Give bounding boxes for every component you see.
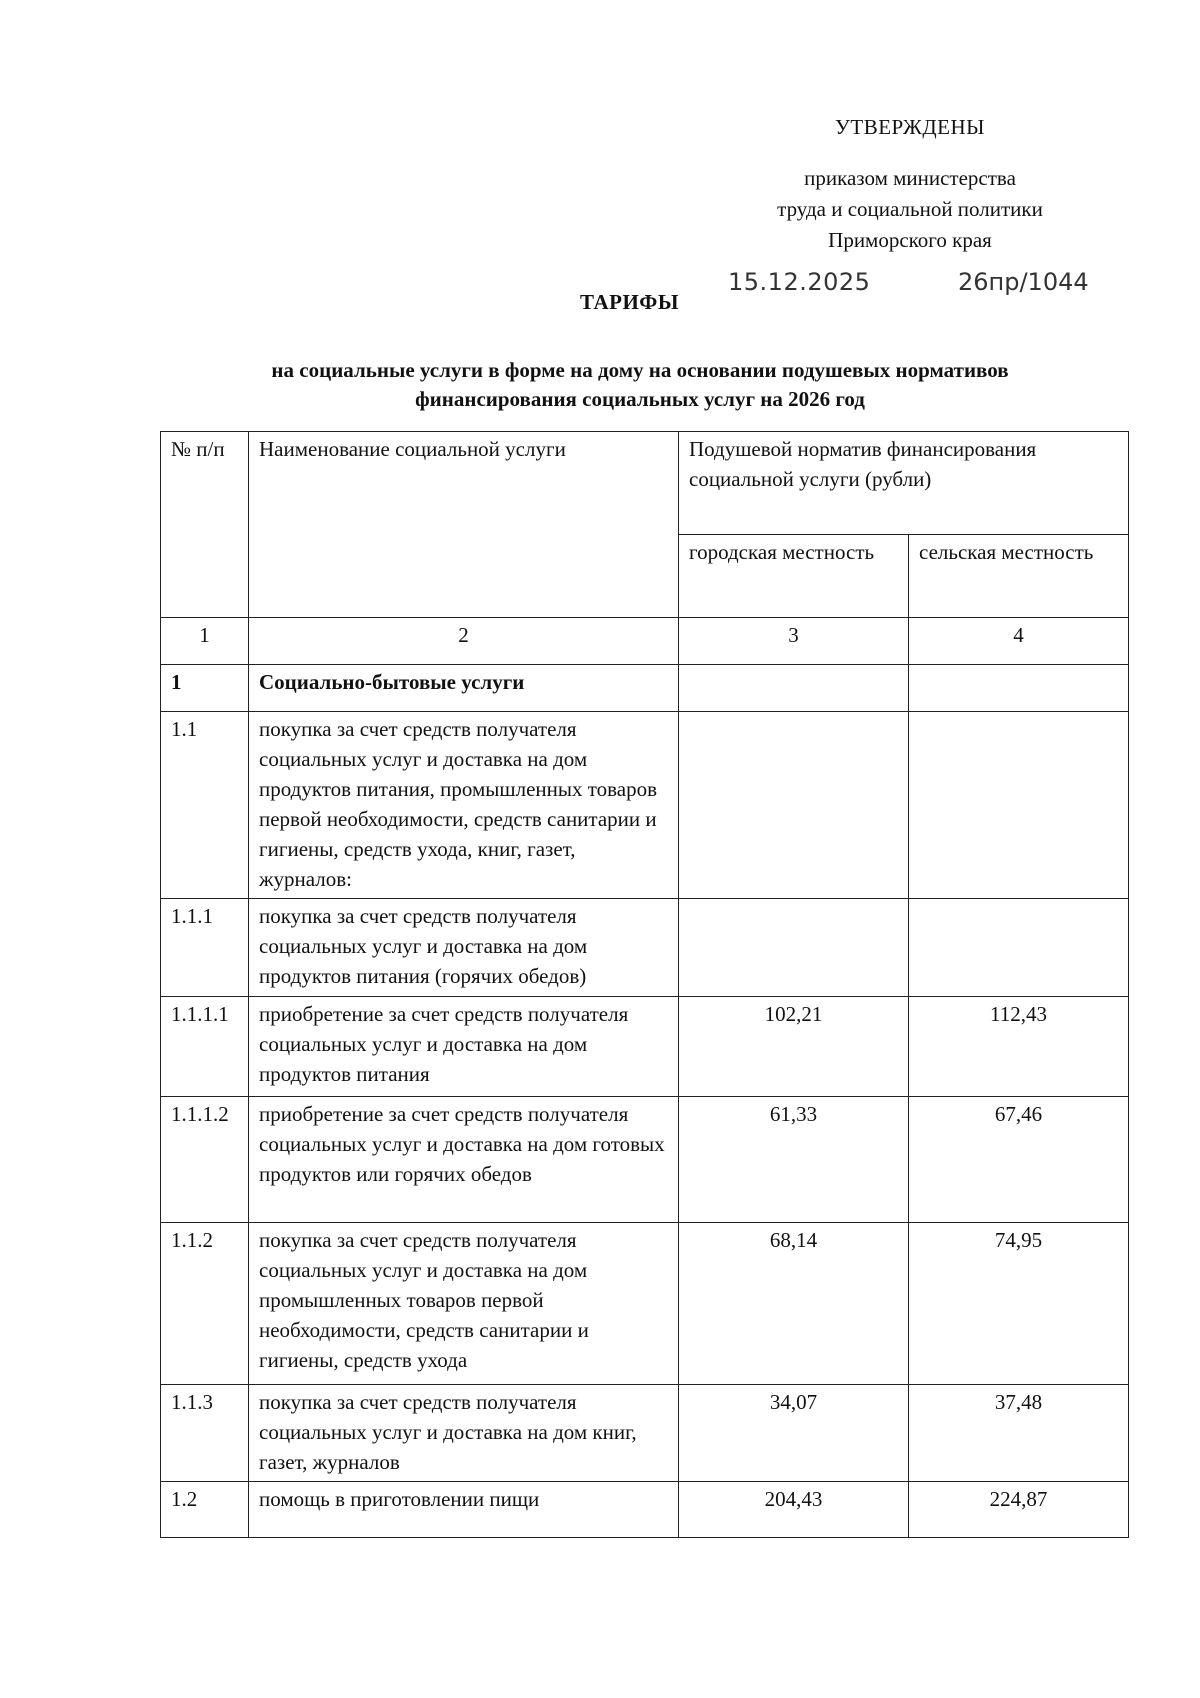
row-rural-value: 67,46 [909, 1097, 1129, 1223]
row-rural-value [909, 712, 1129, 899]
row-number: 1.1.1 [161, 899, 249, 997]
header-urban: городская местность [679, 535, 909, 618]
row-service-name: покупка за счет средств получателя социальных услуг и доставка на дом продуктов питания, промышленных товаров первой необходимости, средств санитарии и гигиены, средств ухода, книг, газет, журналов: [249, 712, 679, 899]
table-row [161, 712, 1129, 899]
row-urban-value: 61,33 [679, 1097, 909, 1223]
table-row [161, 997, 1129, 1097]
row-service-name: приобретение за счет средств получателя социальных услуг и доставка на дом продуктов питания [249, 997, 679, 1097]
approval-line-2: труда и социальной политики [777, 197, 1043, 221]
row-rural-value: 37,48 [909, 1385, 1129, 1482]
row-service-name: покупка за счет средств получателя социальных услуг и доставка на дом книг, газет, журналов [249, 1385, 679, 1482]
row-service-name: помощь в приготовлении пищи [249, 1482, 679, 1538]
row-service-name: Социально-бытовые услуги [249, 665, 679, 712]
order-number: 26пр/1044 [958, 268, 1089, 296]
column-index-2: 2 [249, 618, 679, 665]
header-number: № п/п [161, 432, 249, 618]
row-urban-value: 204,43 [679, 1482, 909, 1538]
row-urban-value: 102,21 [679, 997, 909, 1097]
table-row [161, 1385, 1129, 1482]
approved-label: УТВЕРЖДЕНЫ [835, 115, 985, 139]
row-rural-value: 112,43 [909, 997, 1129, 1097]
column-index-row [161, 618, 1129, 665]
tariffs-table [160, 431, 1129, 1538]
row-urban-value: 34,07 [679, 1385, 909, 1482]
subtitle-line-1: на социальные услуги в форме на дому на основании подушевых нормативов [271, 358, 1009, 382]
row-service-name: покупка за счет средств получателя социальных услуг и доставка на дом промышленных товаров первой необходимости, средств санитарии и гигиены, средств ухода [249, 1223, 679, 1385]
row-urban-value [679, 899, 909, 997]
table-row [161, 899, 1129, 997]
row-number: 1.1 [161, 712, 249, 899]
row-number: 1.2 [161, 1482, 249, 1538]
row-number: 1.1.1.2 [161, 1097, 249, 1223]
row-urban-value [679, 665, 909, 712]
row-number: 1.1.1.1 [161, 997, 249, 1097]
table-row [161, 1097, 1129, 1223]
column-index-4: 4 [909, 618, 1129, 665]
document-title: ТАРИФЫ [580, 290, 679, 314]
subtitle-line-2: финансирования социальных услуг на 2026 год [415, 387, 865, 411]
row-rural-value [909, 665, 1129, 712]
row-rural-value: 224,87 [909, 1482, 1129, 1538]
row-rural-value [909, 899, 1129, 997]
table-row [161, 1223, 1129, 1385]
row-number: 1 [161, 665, 249, 712]
row-rural-value: 74,95 [909, 1223, 1129, 1385]
header-service-name: Наименование социальной услуги [249, 432, 679, 618]
header-funding-norm: Подушевой норматив финансирования социальной услуги (рубли) [679, 432, 1129, 535]
document-subtitle [160, 356, 1120, 414]
order-date: 15.12.2025 [728, 268, 871, 296]
approval-line-3: Приморского края [828, 228, 992, 252]
table-row [161, 1482, 1129, 1538]
column-index-1: 1 [161, 618, 249, 665]
approval-line-1: приказом министерства [804, 166, 1016, 190]
row-number: 1.1.3 [161, 1385, 249, 1482]
table-row [161, 665, 1129, 712]
row-urban-value: 68,14 [679, 1223, 909, 1385]
header-rural: сельская местность [909, 535, 1129, 618]
approval-block [700, 112, 1120, 256]
row-service-name: приобретение за счет средств получателя социальных услуг и доставка на дом готовых продуктов или горячих обедов [249, 1097, 679, 1223]
row-number: 1.1.2 [161, 1223, 249, 1385]
row-service-name: покупка за счет средств получателя социальных услуг и доставка на дом продуктов питания (горячих обедов) [249, 899, 679, 997]
row-urban-value [679, 712, 909, 899]
column-index-3: 3 [679, 618, 909, 665]
